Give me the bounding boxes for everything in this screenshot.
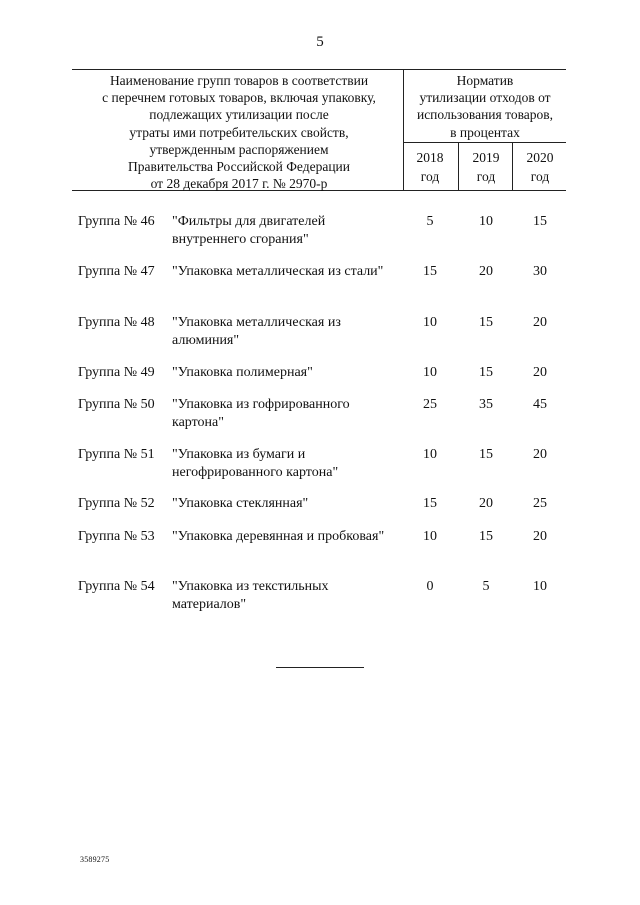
header-norm-title xyxy=(404,72,566,141)
group-name: "Упаковка полимерная" xyxy=(172,365,313,380)
document-code: 3589275 xyxy=(80,855,110,864)
table-row xyxy=(0,396,640,440)
header-norm-line: использования товаров, xyxy=(416,107,554,123)
value-2020: 20 xyxy=(533,529,547,544)
header-group-line: Правительства Российской Федерации xyxy=(128,159,350,175)
year-label: 2019 xyxy=(472,150,500,165)
year-label: 2018 xyxy=(416,150,444,165)
header-norm-line: утилизации отходов от xyxy=(419,90,551,106)
year-unit: год xyxy=(530,169,550,184)
value-2020: 25 xyxy=(533,496,547,511)
value-2018: 15 xyxy=(423,496,437,511)
page-number: 5 xyxy=(316,34,324,50)
table-row xyxy=(0,578,640,622)
value-2019: 15 xyxy=(479,365,493,380)
header-norm-line: в процентах xyxy=(450,124,520,140)
value-2018: 5 xyxy=(426,214,434,229)
year-unit: год xyxy=(476,169,496,184)
value-2019: 5 xyxy=(482,579,490,594)
header-group-line: от 28 декабря 2017 г. № 2970-р xyxy=(150,176,328,192)
value-2019: 35 xyxy=(479,397,493,412)
value-2020: 15 xyxy=(533,214,547,229)
table-row xyxy=(0,446,640,490)
group-number: Группа № 53 xyxy=(78,529,155,544)
group-number: Группа № 50 xyxy=(78,397,155,412)
table-row xyxy=(0,263,640,307)
value-2020: 20 xyxy=(533,447,547,462)
end-rule xyxy=(276,667,364,668)
years-rule xyxy=(404,142,566,143)
value-2019: 15 xyxy=(479,529,493,544)
value-2019: 10 xyxy=(479,214,493,229)
table-row xyxy=(0,213,640,257)
group-number: Группа № 54 xyxy=(78,579,155,594)
header-year-2020 xyxy=(514,148,566,186)
value-2019: 15 xyxy=(479,447,493,462)
header-group-line: Наименование групп товаров в соответствии xyxy=(109,73,369,88)
header-group-line: утраты ими потребительских свойств, xyxy=(129,124,349,140)
group-name: "Фильтры для двигателей внутреннего сгорания" xyxy=(172,214,326,247)
group-number: Группа № 47 xyxy=(78,264,155,279)
value-2019: 20 xyxy=(479,264,493,279)
header-group-title xyxy=(76,72,402,192)
group-name: "Упаковка металлическая из стали" xyxy=(172,264,384,279)
group-name: "Упаковка деревянная и пробковая" xyxy=(172,529,385,544)
group-number: Группа № 52 xyxy=(78,496,155,511)
group-name: "Упаковка из текстильных материалов" xyxy=(172,579,329,612)
value-2020: 20 xyxy=(533,365,547,380)
value-2018: 10 xyxy=(423,447,437,462)
group-number: Группа № 48 xyxy=(78,315,155,330)
group-name: "Упаковка металлическая из алюминия" xyxy=(172,315,341,348)
year-divider-1 xyxy=(458,142,459,191)
value-2018: 15 xyxy=(423,264,437,279)
group-number: Группа № 49 xyxy=(78,365,155,380)
group-name: "Упаковка стеклянная" xyxy=(172,496,309,511)
group-name: "Упаковка из гофрированного картона" xyxy=(172,397,350,430)
header-group-line: подлежащих утилизации после xyxy=(149,107,329,123)
table-row xyxy=(0,314,640,358)
year-divider-2 xyxy=(512,142,513,191)
value-2018: 10 xyxy=(423,365,437,380)
value-2020: 45 xyxy=(533,397,547,412)
value-2018: 10 xyxy=(423,529,437,544)
group-number: Группа № 51 xyxy=(78,447,155,462)
year-unit: год xyxy=(420,169,440,184)
value-2018: 10 xyxy=(423,315,437,330)
header-group-line: утвержденным распоряжением xyxy=(149,141,329,157)
value-2019: 15 xyxy=(479,315,493,330)
header-norm-line: Норматив xyxy=(456,73,514,88)
value-2020: 10 xyxy=(533,579,547,594)
header-year-2019 xyxy=(460,148,512,186)
value-2020: 20 xyxy=(533,315,547,330)
value-2020: 30 xyxy=(533,264,547,279)
value-2018: 25 xyxy=(423,397,437,412)
header-group-line: с перечнем готовых товаров, включая упаковку, xyxy=(102,90,376,106)
value-2018: 0 xyxy=(426,579,434,594)
table-top-rule xyxy=(72,69,566,70)
value-2019: 20 xyxy=(479,496,493,511)
group-number: Группа № 46 xyxy=(78,214,155,229)
year-label: 2020 xyxy=(526,150,554,165)
table-row xyxy=(0,528,640,572)
group-name: "Упаковка из бумаги и негофрированного картона" xyxy=(172,447,339,480)
header-year-2018 xyxy=(404,148,456,186)
